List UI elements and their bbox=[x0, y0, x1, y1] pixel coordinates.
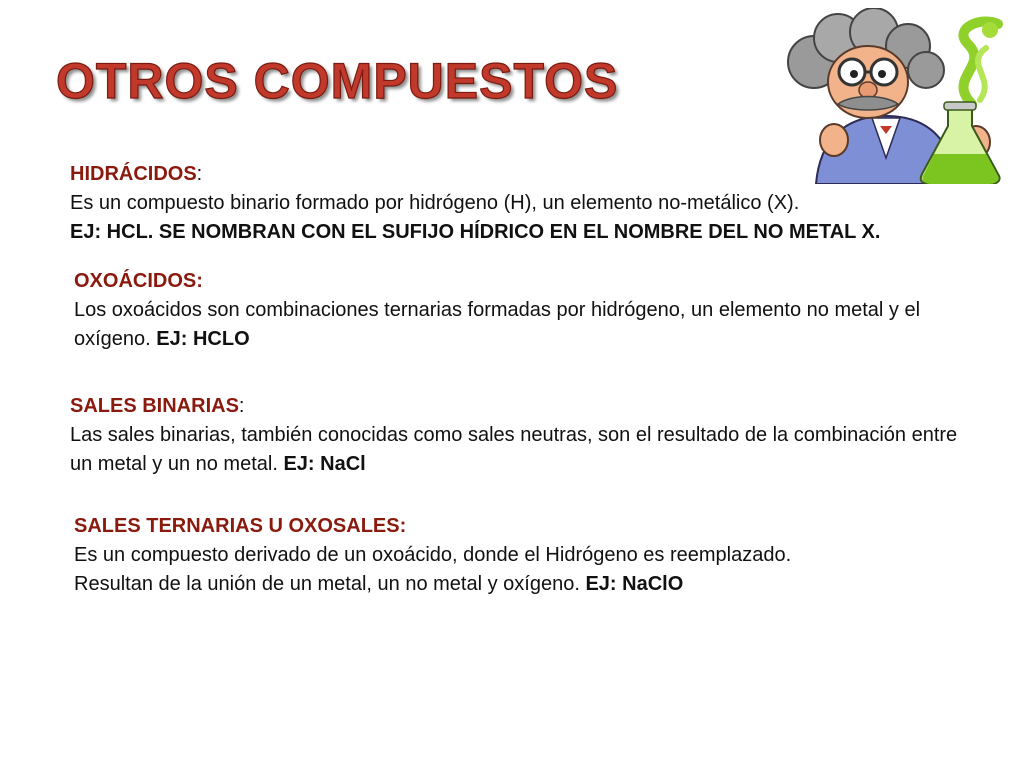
hidracidos-heading: HIDRÁCIDOS bbox=[70, 163, 197, 185]
section-sales-binarias bbox=[70, 392, 980, 479]
section-sales-ternarias bbox=[74, 512, 984, 599]
oxoacidos-example: EJ: HCLO bbox=[156, 328, 250, 350]
section-hidracidos bbox=[70, 160, 970, 247]
section-oxoacidos bbox=[74, 267, 984, 354]
sales-ternarias-text-2: Resultan de la unión de un metal, un no metal y oxígeno. bbox=[74, 573, 586, 595]
sales-ternarias-text-1: Es un compuesto derivado de un oxoácido, donde el Hidrógeno es reemplazado. bbox=[74, 544, 792, 566]
oxoacidos-text: Los oxoácidos son combinaciones ternarias formadas por hidrógeno, un elemento no metal y el oxígeno. bbox=[74, 299, 921, 350]
hidracidos-colon: : bbox=[196, 163, 203, 185]
hidracidos-example: EJ: HCL. SE NOMBRAN CON EL SUFIJO HÍDRICO EN EL NOMBRE DEL NO METAL X. bbox=[70, 221, 881, 243]
sales-binarias-colon: : bbox=[238, 395, 245, 417]
sales-binarias-example: EJ: NaCl bbox=[283, 453, 366, 475]
sales-binarias-heading: SALES BINARIAS bbox=[70, 395, 239, 417]
sales-ternarias-example: EJ: NaClO bbox=[585, 573, 684, 595]
scientist-with-flask-icon bbox=[776, 8, 1006, 184]
page-title: OTROS COMPUESTOS bbox=[56, 53, 619, 109]
oxoacidos-heading: OXOÁCIDOS: bbox=[74, 270, 203, 292]
hidracidos-text: Es un compuesto binario formado por hidrógeno (H), un elemento no-metálico (X). bbox=[70, 192, 800, 214]
sales-ternarias-heading: SALES TERNARIAS U OXOSALES: bbox=[74, 515, 407, 537]
sales-binarias-text: Las sales binarias, también conocidas como sales neutras, son el resultado de la combinación entre un metal y un no metal. bbox=[70, 424, 958, 475]
